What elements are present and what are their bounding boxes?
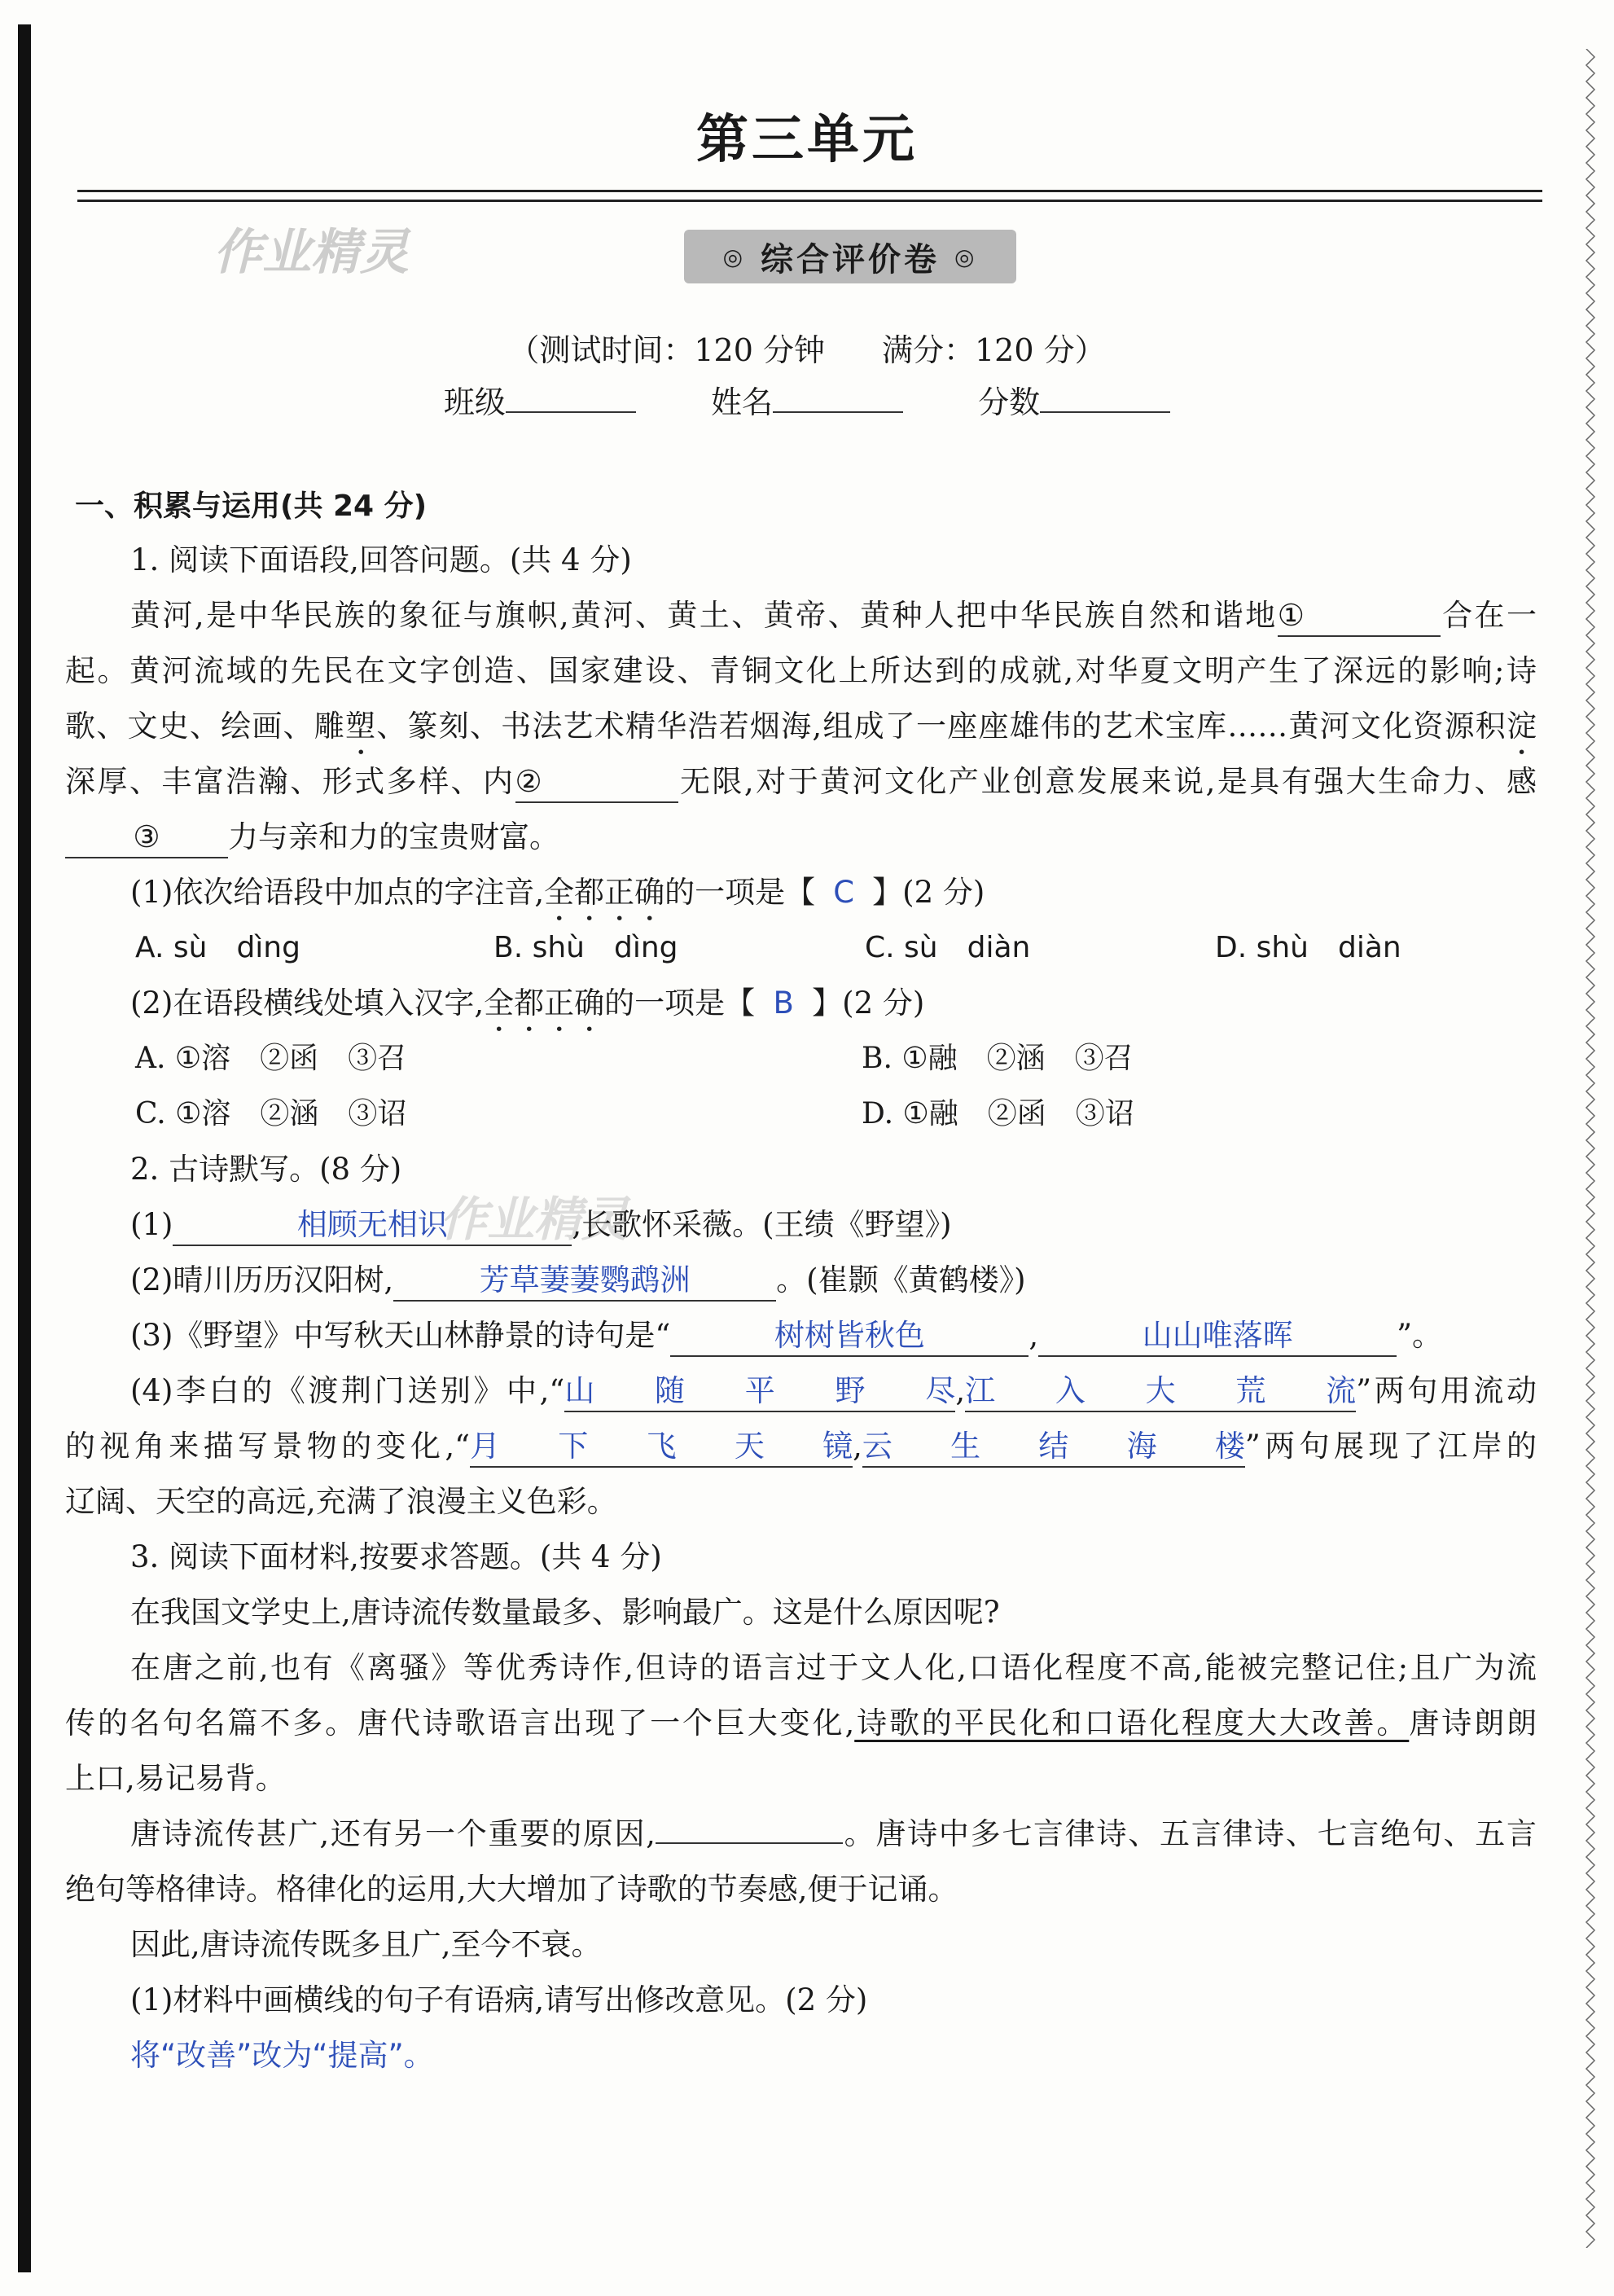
question-stem: 3. 阅读下面材料,按要求答题。(共 4 分) xyxy=(130,1539,662,1574)
answer-choice: B xyxy=(773,986,794,1021)
option-a: A. ①溶 ②函 ③召 xyxy=(135,1042,407,1075)
student-info xyxy=(0,376,1614,428)
answer-choice: C xyxy=(833,875,855,910)
sub-question-1: (1)依次给语段中加点的字注音,全都正确的一项是【 C 】(2 分) xyxy=(65,867,1537,928)
passage-line: 深厚、丰富浩瀚、形式多样、内② 无限,对于黄河文化产业创意发展来说,是具有强大生命力、感 xyxy=(65,756,1537,808)
title-rule xyxy=(77,190,1542,192)
score-field[interactable] xyxy=(1040,411,1170,413)
section-heading: 一、积累与运用(共 24 分) xyxy=(75,489,428,523)
material-line: 因此,唐诗流传既多且广,至今不衰。 xyxy=(130,1927,602,1962)
answer-blank[interactable]: 山随平野尽 xyxy=(564,1372,955,1412)
option-b: B. ①融 ②涵 ③召 xyxy=(862,1042,1134,1075)
name-label: 姓名 xyxy=(710,384,773,420)
blank-2[interactable]: ② xyxy=(515,762,678,803)
question-stem: 1. 阅读下面语段,回答问题。(共 4 分) xyxy=(130,542,632,577)
poem-line: (4)李白的《渡荆门送别》中,“山随平野尽,江入大荒流”两句用流动 xyxy=(65,1365,1537,1417)
watermark: 作业精灵 xyxy=(440,1192,629,1247)
material-line: 绝句等格律诗。格律化的运用,大大增加了诗歌的节奏感,便于记诵。 xyxy=(65,1872,958,1907)
question-stem: 2. 古诗默写。(8 分) xyxy=(130,1152,402,1187)
passage-line: ③ 力与亲和力的宝贵财富。 xyxy=(65,811,1537,863)
answer-blank[interactable]: 江入大荒流 xyxy=(965,1372,1356,1412)
answer-blank[interactable]: 芳草萋萋鹦鹉洲 xyxy=(393,1261,776,1302)
passage-line: 起。黄河流域的先民在文字创造、国家建设、青铜文化上所达到的成就,对华夏文明产生了深远的影响;诗 xyxy=(65,653,1537,688)
option-c: C. ①溶 ②涵 ③诏 xyxy=(135,1097,407,1130)
poem-line: (2)晴川历历汉阳树, 芳草萋萋鹦鹉洲 。(崔颢《黄鹤楼》) xyxy=(65,1254,1537,1306)
material-line: 上口,易记易背。 xyxy=(65,1761,286,1796)
answer-blank[interactable]: 树树皆秋色 xyxy=(670,1316,1028,1357)
full-score: 满分：120 分） xyxy=(882,332,1106,368)
option-d: D. ①融 ②函 ③诏 xyxy=(862,1097,1134,1130)
poem-line: (3)《野望》中写秋天山林静景的诗句是“ 树树皆秋色 , 山山唯落晖 ”。 xyxy=(65,1310,1537,1362)
class-field[interactable] xyxy=(506,411,636,413)
passage-line: 歌、文史、绘画、雕塑、篆刻、书法艺术精华浩若烟海,组成了一座座雄伟的艺术宝库……黄河文化资源积淀 xyxy=(65,709,1537,744)
badge-label: 综合评价卷 xyxy=(761,239,940,279)
title-rule xyxy=(77,200,1542,202)
material-line: 唐诗流传甚广,还有另一个重要的原因, 。唐诗中多七言律诗、五言律诗、七言绝句、五言 xyxy=(130,1816,1537,1851)
blank-3[interactable]: ③ xyxy=(65,818,228,858)
test-time: （测试时间：120 分钟 xyxy=(508,332,825,368)
answer-text: 将“改善”改为“提高”。 xyxy=(130,2038,434,2073)
reason-blank[interactable] xyxy=(656,1842,843,1844)
page-title: 第三单元 xyxy=(696,109,918,170)
section-badge xyxy=(684,230,1016,283)
circle-icon: ◎ xyxy=(954,243,978,270)
exam-meta xyxy=(0,324,1614,376)
answer-blank[interactable]: 月下飞天镜 xyxy=(470,1427,853,1468)
material-line: 在唐之前,也有《离骚》等优秀诗作,但诗的语言过于文人化,口语化程度不高,能被完整记住;且广为流 xyxy=(130,1650,1537,1685)
passage-line: 黄河,是中华民族的象征与旗帜,黄河、黄土、黄帝、黄种人把中华民族自然和谐地① 合在一 xyxy=(65,590,1537,642)
score-label: 分数 xyxy=(978,384,1041,420)
option-d: D. shù diàn xyxy=(1215,931,1401,964)
underlined-sentence: 诗歌的平民化和口语化程度大大改善。 xyxy=(854,1706,1410,1741)
option-c: C. sù diàn xyxy=(865,931,1031,964)
option-b: B. shù dìng xyxy=(493,931,678,964)
answer-blank[interactable]: 云生结海楼 xyxy=(862,1427,1245,1468)
answer-blank[interactable]: 山山唯落晖 xyxy=(1038,1316,1397,1357)
watermark: 作业精灵 xyxy=(213,224,409,281)
circle-icon: ◎ xyxy=(722,243,746,270)
poem-line: 辽阔、天空的高远,充满了浪漫主义色彩。 xyxy=(65,1484,617,1519)
sub-question-2: (2)在语段横线处填入汉字,全都正确的一项是【 B 】(2 分) xyxy=(65,977,1537,1038)
answer-blank[interactable]: 相顾无相识 xyxy=(173,1205,572,1246)
material-line: 传的名句名篇不多。唐代诗歌语言出现了一个巨大变化,诗歌的平民化和口语化程度大大改善。唐诗朗朗 xyxy=(65,1706,1537,1741)
name-field[interactable] xyxy=(773,411,903,413)
poem-line: 的视角来描写景物的变化,“月下飞天镜,云生结海楼”两句展现了江岸的 xyxy=(65,1420,1537,1473)
sub-question-1: (1)材料中画横线的句子有语病,请写出修改意见。(2 分) xyxy=(130,1982,868,2017)
blank-1[interactable]: ① xyxy=(1278,596,1441,637)
poem-line: (1) 相顾无相识 ,长歌怀采薇。(王绩《野望》) xyxy=(65,1199,1537,1251)
class-label: 班级 xyxy=(443,384,506,420)
material-line: 在我国文学史上,唐诗流传数量最多、影响最广。这是什么原因呢? xyxy=(130,1595,1000,1630)
option-a: A. sù dìng xyxy=(135,931,300,964)
